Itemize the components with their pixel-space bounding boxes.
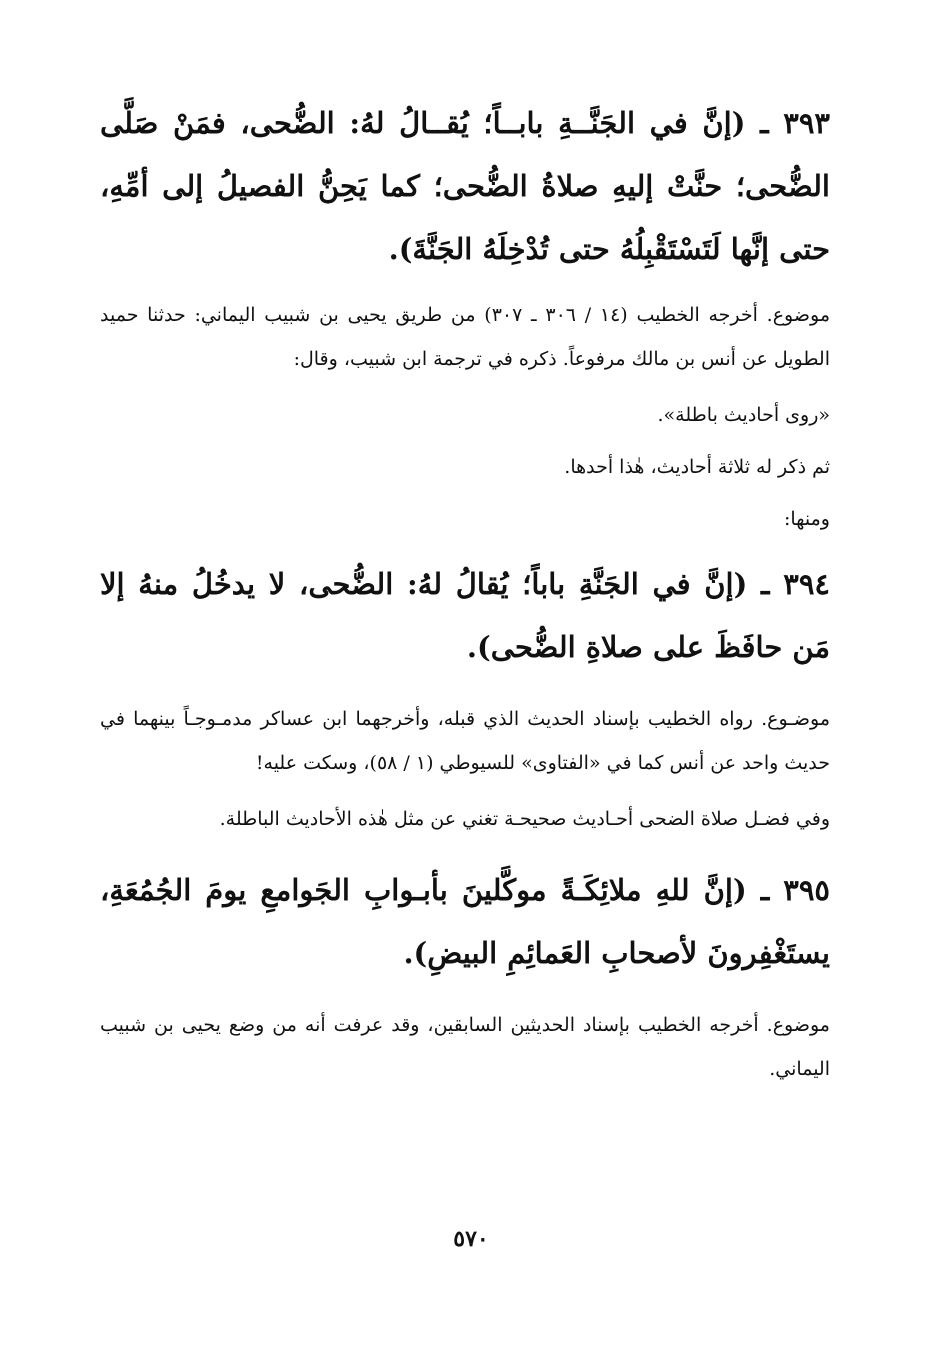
hadith-393-commentary: موضوع. أخرجه الخطيب (١٤ / ٣٠٦ ـ ٣٠٧) من طريق يحيى بن شبيب اليماني: حدثنا حميد الطويل عن أنس بن مالك مرفوعاً. ذكره في ترجمة ابن شبيب، وقال: xyxy=(100,304,830,370)
hadith-395-text: ٣٩٥ ـ (إنَّ للهِ ملائِكَـةً موكَّلينَ بأبـوابِ الجَوامعِ يومَ الجُمُعَةِ، يستَغْفِرونَ لأصحابِ العَمائِمِ البيضِ). xyxy=(100,873,830,970)
among-them-label: ومنها: xyxy=(783,508,830,530)
hadith-395-commentary: موضوع. أخرجه الخطيب بإسناد الحديثين السابقين، وقد عرفت أنه من وضع يحيى بن شبيب اليماني. xyxy=(100,1014,830,1080)
hadith-394-commentary: موضـوع. رواه الخطيب بإسناد الحديث الذي قبله، وأخرجهما ابن عساكر مدمـوجـاً بينهما في حديث واحد عن أنس كما في «الفتاوى» للسيوطي (١ / ٥٨)، وسكت عليه! xyxy=(100,708,830,774)
three-hadiths-note: ثم ذكر له ثلاثة أحاديث، هٰذا أحدها. xyxy=(564,456,830,478)
page-number: ٥٧٠ xyxy=(453,1226,489,1252)
hadith-393-text: ٣٩٣ ـ (إنَّ في الجَنَّــةِ بابــاً؛ يُقــالُ لهُ: الضُّحى، فمَنْ صَلَّى الضُّحى؛ حنَّتْ إليهِ صلاةُ الضُّحى؛ كما يَحِنُّ الفصيلُ إلى أمِّهِ، حتى إنَّها لَتَسْتَقْبِلُهُ حتى تُدْخِلَهُ الجَنَّةَ). xyxy=(100,106,830,266)
hadith-394-text: ٣٩٤ ـ (إنَّ في الجَنَّةِ باباً؛ يُقالُ لهُ: الضُّحى، لا يدخُلُ منهُ إلا مَن حافَظَ على صلاةِ الضُّحى). xyxy=(100,567,830,664)
khatib-quote: «روى أحاديث باطلة». xyxy=(657,404,830,426)
duha-prayer-note: وفي فضـل صلاة الضحى أحـاديث صحيحـة تغني عن مثل هٰذه الأحاديث الباطلة. xyxy=(219,808,830,830)
